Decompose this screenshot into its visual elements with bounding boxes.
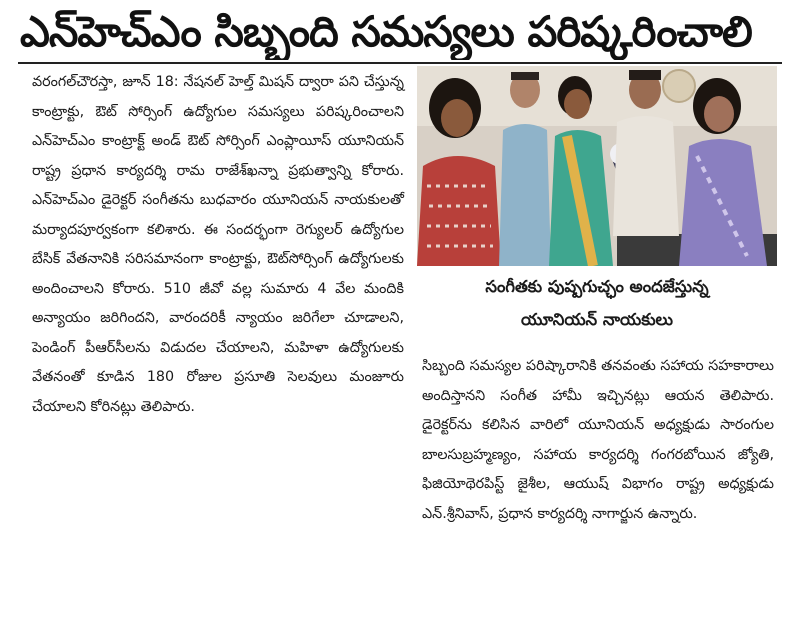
article-body-right: సిబ్బంది సమస్యల పరిష్కారానికి తనవంతు సహాయ సహకారాలు అందిస్తానని సంగీత హామీ ఇచ్చినట్లు ఆయన తెలిపారు. డైరెక్టర్‌ను కలిసిన వారిలో యూనియన్ అధ్యక్షుడు సారంగుల బాలసుబ్రహ్మణ్యం, సహాయ కార్యదర్శి గంగరబోయిన జ్యోతి, ఫిజియోథెరపిస్ట్ జైశీల, ఆయుష్ విభాగం రాష్ట్ర అధ్యక్షుడు ఎన్.శ్రీనివాస్, ప్రధాన కార్యదర్శి నాగార్జున ఉన్నారు. <box>422 358 774 522</box>
photo-caption <box>417 270 777 344</box>
article-column-right <box>422 352 774 612</box>
article-body-left: వరంగల్‌చౌరస్తా, జూన్ 18: నేషనల్ హెల్త్ మిషన్ ద్వారా పని చేస్తున్న కాంట్రాక్టు, ఔట్ సోర్సింగ్ ఉద్యోగుల సమస్యలు పరిష్కరించాలని ఎన్‌హెచ్‌ఎం కాంట్రాక్ట్ అండ్ ఔట్ సోర్సింగ్ ఎంప్లాయీస్ యూనియన్ రాష్ట్ర ప్రధాన కార్యదర్శి రామ రాజేశ్‌ఖన్నా ప్రభుత్వాన్ని కోరారు. ఎన్‌హెచ్‌ఎం డైరెక్టర్ సంగీతను బుధవారం యూనియన్ నాయకులతో మర్యాదపూర్వకంగా కలిశారు. ఈ సందర్భంగా రెగ్యులర్ ఉద్యోగుల బేసిక్ వేతనానికి సరిసమానంగా కాంట్రాక్టు, ఔట్‌సోర్సింగ్ ఉద్యోగులకు అందించాలని కోరారు. 510 జీవో వల్ల సుమారు 4 వేల మందికి అన్యాయం జరిగిందని, వారందరికీ న్యాయం జరిగేలా చూడాలని, పెండింగ్ పీఆర్‌సీలను విడుదల చేయాలని, మహిళా ఉద్యోగులకు వేతనంతో కూడిన 180 రోజుల ప్రసూతి సెలవులు మంజూరు చేయాలని కోరినట్లు తెలిపారు. <box>32 74 404 415</box>
photo-caption-line-1: సంగీతకు పుష్పగుచ్ఛం అందజేస్తున్న <box>485 277 709 296</box>
news-photo <box>417 66 777 266</box>
photo-caption-line-2: యూనియన్ నాయకులు <box>521 310 673 329</box>
article-column-left <box>32 68 404 608</box>
column-separator <box>410 66 411 606</box>
wall-emblem <box>663 70 695 102</box>
news-photo-illustration <box>417 66 777 266</box>
headline-rule <box>18 62 782 64</box>
headline: ఎన్‌హెచ్‌ఎం సిబ్బంది సమస్యలు పరిష్కరించాలి <box>20 7 752 56</box>
